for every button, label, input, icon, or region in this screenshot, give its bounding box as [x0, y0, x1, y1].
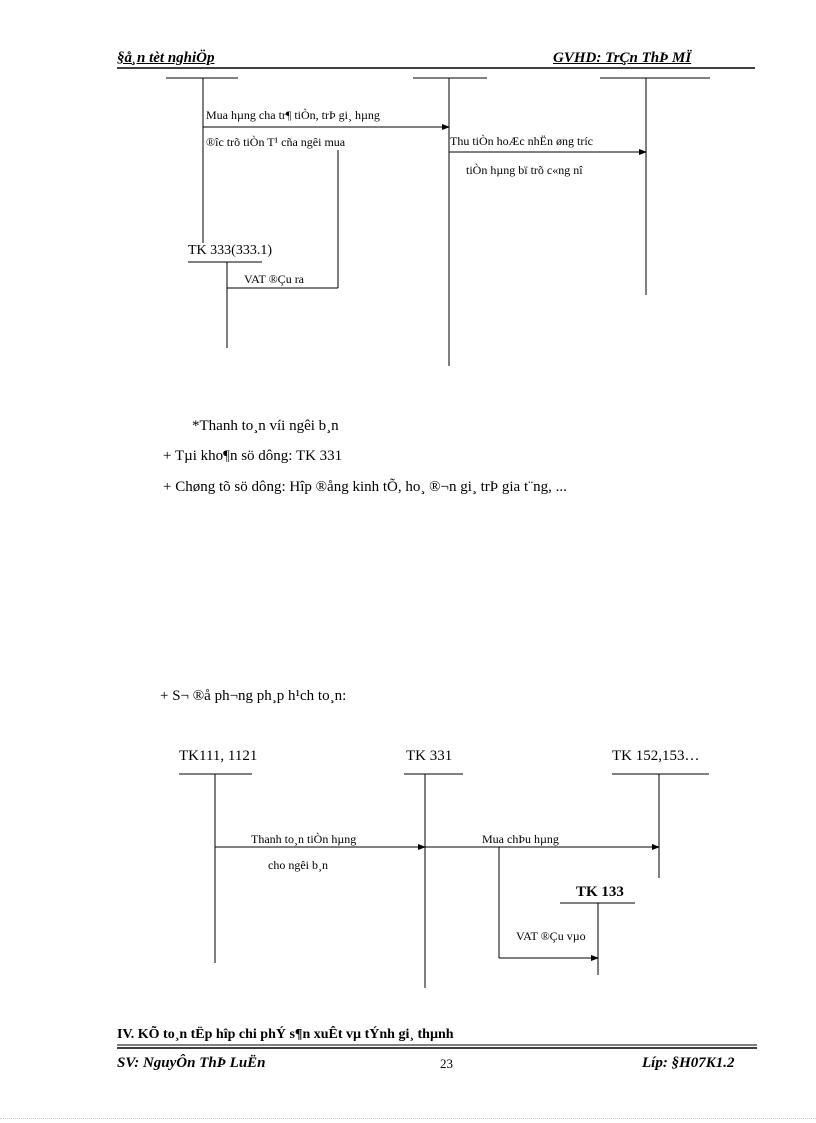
purchase-arrow-label-line1: Mua hµng cha tr¶ tiÒn, trÞ gi¸ hµng	[206, 108, 380, 122]
accounting-diagram-line: + S¬ ®å ph¬ng ph¸p h¹ch to¸n:	[160, 688, 347, 704]
collection-arrow-label-line1: Thu tiÒn hoÆc nhËn øng tríc	[450, 134, 593, 148]
footer-right-text: Líp: §H07K1.2	[642, 1055, 735, 1071]
page-number: 23	[440, 1056, 453, 1071]
purchase-arrow-label-line2: ®îc trõ tiÒn T¹ cña ngêi mua	[206, 135, 346, 149]
tk152-label: TK 152,153…	[612, 748, 700, 764]
tk133-label: TK 133	[576, 884, 624, 900]
documents-used-line: + Chøng tõ sö dông: Hîp ®ång kinh tÕ, ho¸ ®¬n gi¸ trÞ gia t¨ng, ...	[163, 479, 567, 495]
payment-heading: *Thanh to¸n víi ngêi b¸n	[192, 418, 339, 434]
header-left-text: §å¸n tèt nghiÖp	[117, 50, 215, 66]
tk333-label: TK 333(333.1)	[188, 243, 272, 258]
section-title: IV. KÕ to¸n tËp hîp chi phÝ s¶n xuÊt vµ tÝnh gi¸ thµnh	[117, 1027, 454, 1042]
header-right-text: GVHD: TrÇn ThÞ MÏ	[553, 50, 692, 66]
account-used-line: + Tµi kho¶n sö dông: TK 331	[163, 448, 343, 464]
payment-arrow-label-line2: cho ngêi b¸n	[268, 858, 328, 872]
payment-arrow-label-line1: Thanh to¸n tiÒn hµng	[251, 832, 357, 846]
vat-input-label: VAT ®Çu vµo	[516, 929, 586, 943]
tk111-label: TK111, 1121	[179, 748, 258, 764]
credit-purchase-label: Mua chÞu hµng	[482, 832, 559, 846]
footer-left-text: SV: NguyÔn ThÞ LuËn	[117, 1055, 266, 1071]
vat-output-label: VAT ®Çu ra	[244, 272, 305, 286]
page-bottom-dotted-edge	[0, 1118, 816, 1119]
collection-arrow-label-line2: tiÒn hµng bï trõ c«ng nî	[466, 163, 583, 177]
tk331-label: TK 331	[406, 748, 453, 764]
